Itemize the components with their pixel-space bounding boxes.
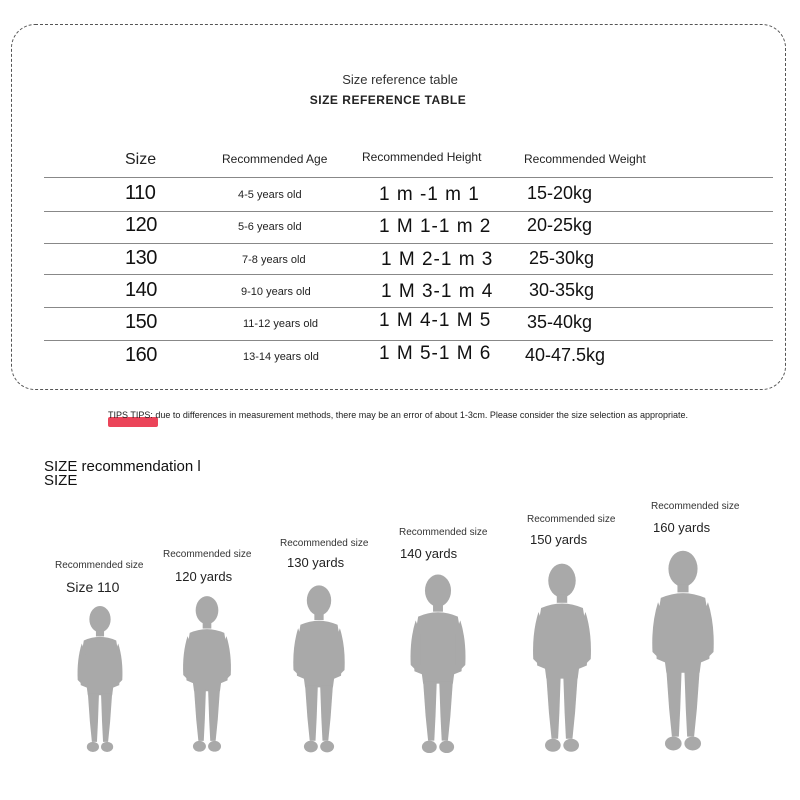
child-silhouette-icon xyxy=(646,548,720,756)
recommended-size-label: Recommended size xyxy=(399,527,488,538)
table-row xyxy=(0,245,800,277)
size-cell: 140 xyxy=(125,279,157,301)
recommended-size-value: 160 yards xyxy=(653,520,711,535)
weight-cell: 30-35kg xyxy=(529,280,595,300)
recommendation-title xyxy=(44,460,244,488)
height-cell: 1 M 1-1 m 2 xyxy=(379,216,492,237)
age-cell: 9-10 years old xyxy=(241,286,311,298)
child-silhouette-icon xyxy=(528,561,596,757)
weight-cell: 15-20kg xyxy=(527,183,593,203)
header-size: Size xyxy=(125,151,157,168)
age-cell: 7-8 years old xyxy=(242,254,306,266)
height-cell: 1 M 5-1 M 6 xyxy=(379,343,492,364)
weight-cell: 25-30kg xyxy=(529,248,595,268)
header-height: Recommended Height xyxy=(362,150,482,164)
divider xyxy=(44,274,773,275)
weight-cell: 20-25kg xyxy=(527,215,593,235)
divider xyxy=(44,307,773,308)
table-subtitle: SIZE REFERENCE TABLE xyxy=(309,93,467,107)
table-row xyxy=(0,342,800,374)
age-cell: 5-6 years old xyxy=(238,221,302,233)
size-cell: 150 xyxy=(125,311,157,333)
header-age: Recommended Age xyxy=(222,152,328,166)
recommended-size-value: 140 yards xyxy=(400,546,458,561)
recommended-size-label: Recommended size xyxy=(651,501,740,512)
recommended-size-label: Recommended size xyxy=(280,538,369,549)
size-cell: 110 xyxy=(125,182,156,204)
table-title: Size reference table xyxy=(342,72,458,87)
table-row xyxy=(0,180,800,212)
recommended-size-label: Recommended size xyxy=(163,549,252,560)
recommendation-title-line2: SIZE xyxy=(44,472,78,489)
divider xyxy=(44,243,773,244)
table-row xyxy=(0,309,800,341)
recommended-size-value: 130 yards xyxy=(287,555,345,570)
child-silhouette-icon xyxy=(406,572,470,758)
height-cell: 1 M 3-1 m 4 xyxy=(381,281,494,302)
recommended-size-value: 150 yards xyxy=(530,532,588,547)
header-weight: Recommended Weight xyxy=(524,152,646,166)
recommended-size-label: Recommended size xyxy=(55,560,144,571)
height-cell: 1 M 2-1 m 3 xyxy=(381,249,494,270)
child-silhouette-icon xyxy=(74,604,126,756)
table-row xyxy=(0,277,800,309)
age-cell: 11-12 years old xyxy=(243,318,319,330)
tips-text: TIPS TIPS: due to differences in measurement methods, there may be an error of about 1-3cm. Please consider the size selection as appropriate. xyxy=(108,410,688,420)
size-cell: 160 xyxy=(125,344,157,366)
child-silhouette-icon xyxy=(179,594,235,756)
weight-cell: 35-40kg xyxy=(527,312,593,332)
size-cell: 120 xyxy=(125,214,157,236)
age-cell: 13-14 years old xyxy=(243,351,319,363)
child-silhouette-icon xyxy=(289,583,349,757)
divider xyxy=(44,340,773,341)
recommended-size-value: 120 yards xyxy=(175,569,233,584)
divider xyxy=(44,177,773,178)
recommended-size-label: Recommended size xyxy=(527,514,616,525)
age-cell: 4-5 years old xyxy=(238,189,302,201)
size-cell: 130 xyxy=(125,247,157,269)
weight-cell: 40-47.5kg xyxy=(525,345,606,365)
recommended-size-value: Size 110 xyxy=(66,579,120,595)
height-cell: 1 M 4-1 M 5 xyxy=(379,310,492,331)
recommendation-title-line1: SIZE recommendation l xyxy=(44,458,201,475)
table-row xyxy=(0,212,800,244)
height-cell: 1 m -1 m 1 xyxy=(379,184,480,205)
